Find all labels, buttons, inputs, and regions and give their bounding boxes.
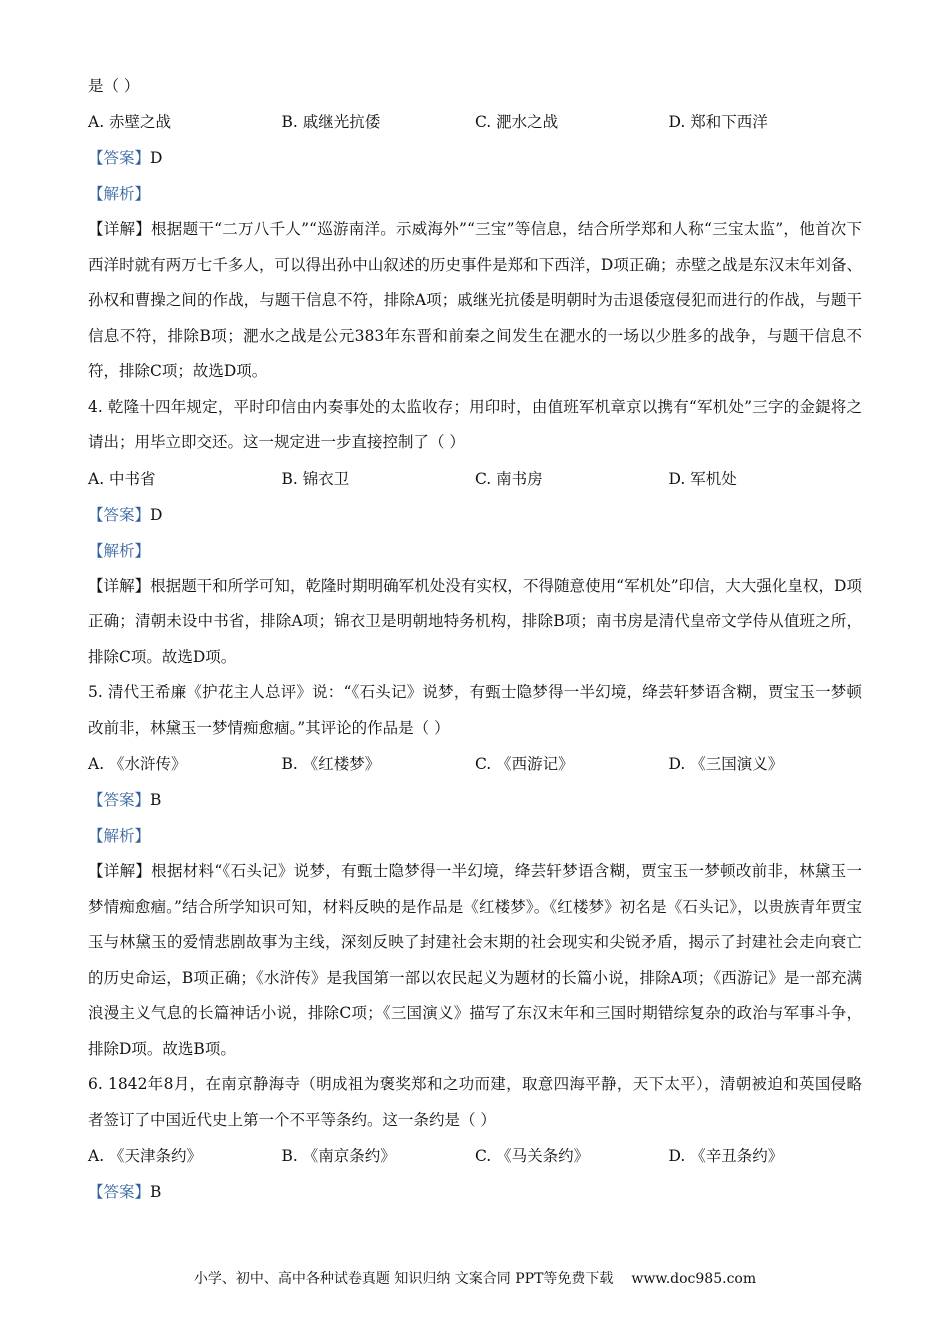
document-page [88,68,862,1210]
q4-detail [88,569,862,676]
q3-answer [88,140,862,176]
q5-detail [88,854,862,1067]
q5-option-b: B. 《红楼梦》 [281,755,381,773]
q6-stem [88,1067,862,1138]
answer-value: B [150,1183,162,1201]
answer-value: D [150,149,163,167]
footer-text: 小学、初中、高中各种试卷真题 知识归纳 文案合同 PPT等免费下载 [193,1271,614,1287]
q4-answer [88,497,862,533]
q5-answer [88,782,862,818]
q5-analysis-tag: 【解析】 [88,827,151,845]
q3-option-b: B. 戚继光抗倭 [281,113,381,131]
q6-options [88,1138,862,1174]
q3-stem-tail: 是（ ） [88,77,140,95]
q6-option-b: B. 《南京条约》 [281,1147,396,1165]
q3-option-d: D. 郑和下西洋 [668,113,768,131]
detail-text: 根据题干和所学可知，乾隆时期明确军机处没有实权，不得随意使用“军机处”印信，大大强化皇权，D项正确；清朝未设中书省，排除A项；锦衣卫是明朝地特务机构，排除B项；南书房是清代皇帝文学侍从值班之所，排除C项。故选D项。 [88,576,862,666]
footer-url[interactable]: www.doc985.com [631,1271,757,1287]
q3-option-c: C. 淝水之战 [475,113,559,131]
answer-tag: 【答案】 [88,149,151,167]
detail-tag: 【详解】 [88,862,152,880]
detail-text: 根据题干“二万八千人”“巡游南洋。示威海外”“三宝”等信息，结合所学郑和人称“三宝太监”，他首次下西洋时就有两万七千多人，可以得出孙中山叙述的历史事件是郑和下西洋，D项正确；赤壁之战是东汉末年刘备、孙权和曹操之间的作战，与题干信息不符，排除A项；戚继光抗倭是明朝时为击退倭寇侵犯而进行的作战，与题干信息不符，排除B项；淝水之战是公元383年东晋和前秦之间发生在淝水的一场以少胜多的战争，与题干信息不符，排除C项；故选D项。 [88,220,862,380]
q4-options [88,461,862,497]
answer-tag: 【答案】 [88,791,151,809]
q6-option-c: C. 《马关条约》 [475,1147,590,1165]
detail-tag: 【详解】 [88,220,152,238]
q4-analysis-tag: 【解析】 [88,541,151,560]
answer-tag: 【答案】 [88,1183,151,1201]
q4-option-c: C. 南书房 [475,469,543,488]
q5-option-a: A. 《水浒传》 [88,755,187,773]
q4-stem [88,390,862,461]
q4-option-d: D. 军机处 [668,469,737,488]
detail-text: 根据材料“《石头记》说梦，有甄士隐梦得一半幻境，绛芸轩梦语含糊，贾宝玉一梦顿改前非，林黛玉一梦情痴愈痼。”结合所学知识可知，材料反映的是作品是《红楼梦》。《红楼梦》初名是《石头记》，以贵族青年贾宝玉与林黛玉的爱情悲剧故事为主线，深刻反映了封建社会末期的社会现实和尖锐矛盾，揭示了封建社会走向衰亡的历史命运，B项正确；《水浒传》是我国第一部以农民起义为题材的长篇小说，排除A项；《西游记》是一部充满浪漫主义气息的长篇神话小说，排除C项；《三国演义》描写了东汉末年和三国时期错综复杂的政治与军事斗争，排除D项。故选B项。 [88,862,862,1058]
q4-option-b: B. 锦衣卫 [281,469,350,488]
q5-option-c: C. 《西游记》 [475,755,574,773]
q4-option-a: A. 中书省 [88,469,156,488]
detail-tag: 【详解】 [88,576,151,595]
page-footer [0,1266,950,1292]
q6-answer [88,1174,862,1210]
q6-option-d: D. 《辛丑条约》 [668,1147,784,1165]
answer-value: B [150,791,162,809]
q3-analysis-tag: 【解析】 [88,185,151,203]
q3-option-a: A. 赤壁之战 [88,113,172,131]
q4-stem-text: 4. 乾隆十四年规定，平时印信由内奏事处的太监收存；用印时，由值班军机章京以携有“军机处”三字的金鍉将之请出；用毕立即交还。这一规定进一步直接控制了（ ） [88,397,862,451]
q5-options [88,746,862,782]
q6-stem-text: 6. 1842年8月，在南京静海寺（明成祖为褒奖郑和之功而建，取意四海平静，天下太平），清朝被迫和英国侵略者签订了中国近代史上第一个不平等条约。这一条约是（ ） [88,1075,862,1129]
q6-option-a: A. 《天津条约》 [88,1147,203,1165]
q5-stem-text: 5. 清代王希廉《护花主人总评》说：“《石头记》说梦，有甄士隐梦得一半幻境，绛芸轩梦语含糊，贾宝玉一梦顿改前非，林黛玉一梦情痴愈痼。”其评论的作品是（ ） [88,683,862,737]
answer-tag: 【答案】 [88,505,151,524]
answer-value: D [150,505,163,524]
q5-stem [88,675,862,746]
q3-detail [88,212,862,390]
q5-option-d: D. 《三国演义》 [668,755,784,773]
q3-options [88,104,862,140]
